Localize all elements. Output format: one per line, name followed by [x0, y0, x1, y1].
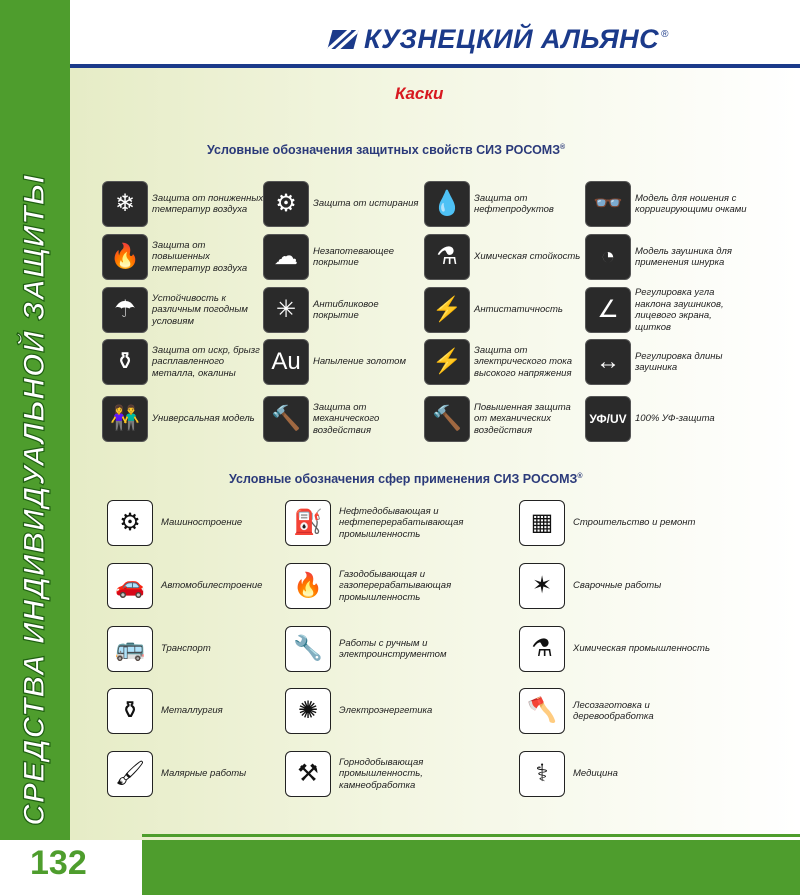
- application-label: Сварочные работы: [573, 580, 662, 592]
- oil-drop-icon: 💧: [424, 181, 470, 227]
- application-item: [107, 626, 311, 672]
- property-label: Защита от искр, брызг расплавленного металла, окалины: [152, 344, 260, 379]
- property-item: [424, 396, 586, 442]
- property-item: [263, 181, 425, 227]
- property-item: [424, 181, 586, 227]
- application-item: [519, 563, 723, 609]
- property-item: [424, 287, 586, 333]
- property-label: 100% УФ-защита: [635, 413, 715, 425]
- gear-icon: ⚙: [263, 181, 309, 227]
- property-label: Регулировка длины заушника: [635, 350, 723, 373]
- property-label: Регулировка угла наклона заушников, лицевого экрана, щитков: [635, 287, 724, 333]
- molten-metal-icon: ⚱: [102, 339, 148, 385]
- application-item: [285, 563, 489, 609]
- property-label: Модель для ношения с корригирующими очками: [635, 192, 747, 215]
- property-label: Повышенная защита от механических воздействия: [474, 401, 571, 436]
- application-label: Лесозаготовка и деревообработка: [573, 699, 654, 722]
- property-label: Антибликовое покрытие: [313, 298, 379, 321]
- page-title: Каски: [395, 84, 444, 103]
- property-item: [585, 234, 747, 280]
- length-adjust-icon: ↔: [585, 339, 631, 385]
- medicine-icon: ⚕: [519, 751, 565, 797]
- brand-logo: [330, 24, 669, 55]
- paintbrush-icon: 🖌: [107, 751, 153, 797]
- welding-icon: ✶: [519, 563, 565, 609]
- property-label: Защита от нефтепродуктов: [474, 192, 554, 215]
- heavy-impact-icon: 🔨: [424, 396, 470, 442]
- property-label: Защита от механического воздействия: [313, 401, 380, 436]
- oil-pump-icon: ⛽: [285, 500, 331, 546]
- property-item: [263, 339, 425, 385]
- application-item: [285, 500, 489, 546]
- property-item: [424, 339, 586, 385]
- application-label: Работы с ручным и электроинструментом: [339, 637, 447, 660]
- property-item: [102, 181, 264, 227]
- bus-icon: 🚌: [107, 626, 153, 672]
- application-item: [519, 500, 723, 546]
- cloud-icon: ☁: [263, 234, 309, 280]
- power-icon: ✺: [285, 688, 331, 734]
- application-label: Горнодобывающая промышленность, камнеобработка: [339, 756, 424, 791]
- application-item: [107, 563, 311, 609]
- footer-band: [142, 840, 800, 895]
- property-item: [585, 287, 747, 333]
- property-item: [102, 287, 264, 333]
- ladle-icon: ⚱: [107, 688, 153, 734]
- cars-icon: 🚗: [107, 563, 153, 609]
- property-item: [263, 287, 425, 333]
- universal-icon: 👫: [102, 396, 148, 442]
- property-label: Универсальная модель: [152, 413, 255, 425]
- application-label: Химическая промышленность: [573, 643, 710, 655]
- application-label: Малярные работы: [161, 768, 247, 780]
- property-item: [102, 339, 264, 385]
- brand-reg: ®: [661, 29, 669, 40]
- flask-icon: ⚗: [424, 234, 470, 280]
- application-item: [519, 751, 723, 797]
- property-item: [102, 396, 264, 442]
- application-label: Электроэнергетика: [339, 705, 433, 717]
- property-item: [263, 396, 425, 442]
- earmuff-cord-icon: ◔: [585, 234, 631, 280]
- flask-icon: ⚗: [519, 626, 565, 672]
- section2-title: Условные обозначения сфер применения СИЗ РОСОМЗ®: [229, 472, 583, 486]
- property-label: Защита от электрического тока высокого напряжения: [474, 344, 573, 379]
- weather-icon: ☂: [102, 287, 148, 333]
- application-item: [107, 751, 311, 797]
- header: [70, 0, 800, 66]
- property-item: [585, 396, 747, 442]
- fire-icon: 🔥: [102, 234, 148, 280]
- page-number: 132: [30, 844, 87, 882]
- property-label: Напыление золотом: [313, 356, 406, 368]
- brand-mark-icon: [327, 30, 358, 49]
- application-item: [519, 626, 723, 672]
- property-item: [585, 339, 747, 385]
- axe-tree-icon: 🪓: [519, 688, 565, 734]
- application-item: [519, 688, 723, 734]
- application-label: Нефтедобывающая и нефтеперерабатывающая промышленность: [339, 505, 464, 540]
- mining-icon: ⚒: [285, 751, 331, 797]
- brick-trowel-icon: ▦: [519, 500, 565, 546]
- property-label: Устойчивость к различным погодным условиям: [152, 292, 248, 327]
- application-item: [107, 688, 311, 734]
- application-label: Машиностроение: [161, 517, 243, 529]
- property-label: Антистатичность: [474, 304, 563, 316]
- uv-icon: УФ/UV: [585, 396, 631, 442]
- application-item: [285, 626, 489, 672]
- application-label: Медицина: [573, 768, 618, 780]
- application-label: Транспорт: [161, 643, 211, 655]
- high-voltage-icon: ⚡: [424, 339, 470, 385]
- application-item: [285, 751, 489, 797]
- hammer-icon: 🔨: [263, 396, 309, 442]
- property-label: Незапотевающее покрытие: [313, 245, 395, 268]
- header-rule: [70, 64, 800, 68]
- goggles-icon: 👓: [585, 181, 631, 227]
- sidebar-band: [0, 0, 70, 840]
- property-label: Защита от пониженных температур воздуха: [152, 192, 264, 215]
- application-label: Газодобывающая и газоперерабатывающая промышленность: [339, 568, 452, 603]
- gold-au-icon: Au: [263, 339, 309, 385]
- brand-name: КУЗНЕЦКИЙ АЛЬЯНС: [364, 24, 660, 54]
- property-item: [263, 234, 425, 280]
- sidebar-title: СРЕДСТВА ИНДИВИДУАЛЬНОЙ ЗАЩИТЫ: [18, 174, 51, 826]
- application-label: Строительство и ремонт: [573, 517, 696, 529]
- sparkle-icon: ✳: [263, 287, 309, 333]
- property-label: Модель заушника для применения шнурка: [635, 245, 732, 268]
- application-label: Металлургия: [161, 705, 223, 717]
- section1-title: Условные обозначения защитных свойств СИЗ РОСОМЗ®: [207, 143, 566, 157]
- property-label: Защита от истирания: [313, 198, 419, 210]
- tools-icon: 🔧: [285, 626, 331, 672]
- application-item: [285, 688, 489, 734]
- gas-flame-icon: 🔥: [285, 563, 331, 609]
- application-label: Автомобилестроение: [161, 580, 263, 592]
- snowflake-icon: ❄: [102, 181, 148, 227]
- property-item: [585, 181, 747, 227]
- angle-icon: ∠: [585, 287, 631, 333]
- property-item: [102, 234, 264, 280]
- property-label: Защита от повышенных температур воздуха: [152, 239, 248, 274]
- gears-icon: ⚙: [107, 500, 153, 546]
- application-item: [107, 500, 311, 546]
- property-label: Химическая стойкость: [474, 251, 581, 263]
- bottom-rule: [142, 834, 800, 837]
- property-item: [424, 234, 586, 280]
- lightning-icon: ⚡: [424, 287, 470, 333]
